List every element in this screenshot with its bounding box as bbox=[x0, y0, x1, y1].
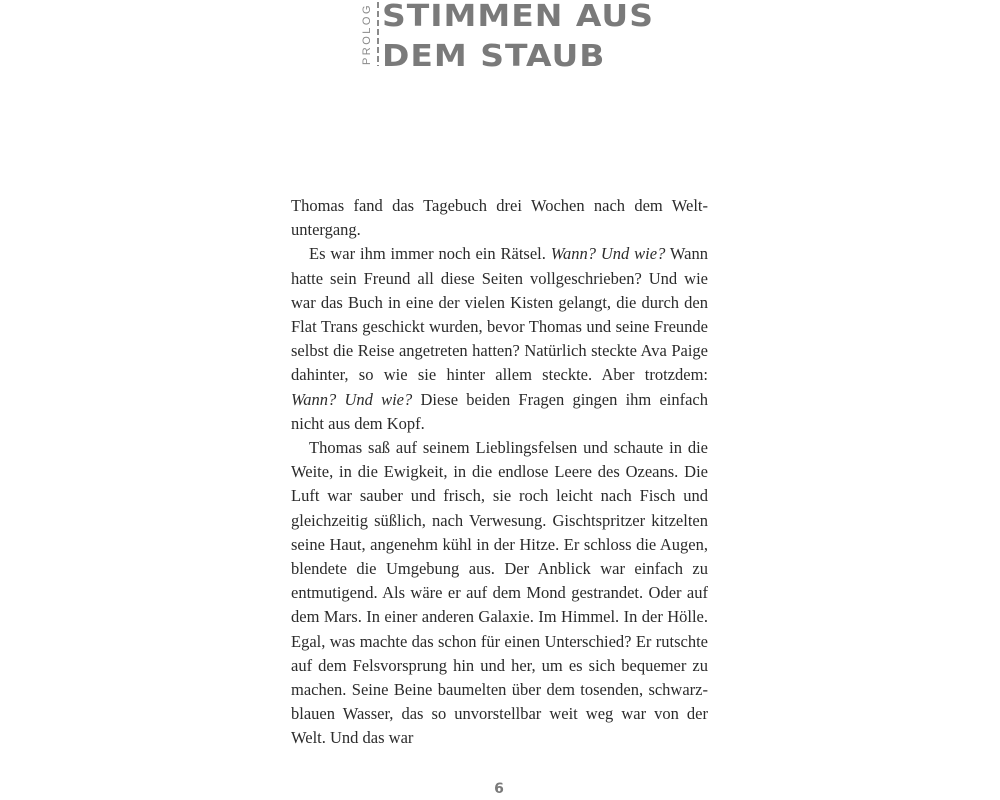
chapter-title-line-1: STIMMEN AUS bbox=[382, 0, 654, 34]
paragraph-2-italic-1: Wann? Und wie? bbox=[550, 244, 666, 264]
paragraph-2-text-c: Diese beiden Fragen gingen ihm einfach nicht aus dem Kopf. bbox=[291, 389, 708, 433]
paragraph-2-text-a: Es war ihm immer noch ein Rätsel. bbox=[309, 244, 551, 264]
paragraph-2 bbox=[291, 242, 708, 436]
paragraph-2-text-b: Wann hatte sein Freund all diese Seiten vollgeschrieben? Und wie war das Buch in eine der vielen Kisten gelangt, die durch den Flat Trans geschickt wurden, bevor Thomas und seine Freunde selbst die Reise angetreten hatten? Natürlich steckte Ava Paige dahinter, so wie sie hinter allem steckte. Aber trotzdem: bbox=[291, 244, 709, 385]
paragraph-1: Thomas fand das Tagebuch drei Wochen nach dem Weltuntergang. bbox=[291, 196, 708, 240]
chapter-label bbox=[360, 0, 374, 68]
body-text bbox=[291, 194, 708, 751]
chapter-title bbox=[382, 0, 654, 76]
paragraph-3: Thomas saß auf seinem Lieblingsfelsen und schaute in die Weite, in die Ewigkeit, in die endlose Leere des Ozeans. Die Luft war sauber und frisch, sie roch leicht nach Fisch und gleichzeitig süßlich, nach Verwesung. Gischtspritzer kitzelten seine Haut, angenehm kühl in der Hitze. Er schloss die Augen, blendete die Umgebung aus. Der Anblick war einfach zu entmutigend. Als wäre er auf dem Mond gestrandet. Oder auf dem Mars. In einer anderen Galaxie. Im Himmel. In der Hölle. Egal, was machte das schon für einen Unterschied? Er rutschte auf dem Felsvorsprung hin und her, um es sich bequemer zu machen. Seine Beine baumelten über dem tosenden, schwarz-blauen Wasser, das so unvorstellbar weit weg war von der Welt. Und das war bbox=[291, 438, 708, 748]
chapter-label-text: PROLOG bbox=[361, 2, 374, 66]
page-number: 6 bbox=[494, 781, 504, 797]
chapter-title-line-2: DEM STAUB bbox=[382, 37, 606, 74]
paragraph-2-italic-2: Wann? Und wie? bbox=[291, 389, 413, 409]
header-divider bbox=[377, 2, 379, 66]
chapter-header bbox=[360, 0, 660, 74]
